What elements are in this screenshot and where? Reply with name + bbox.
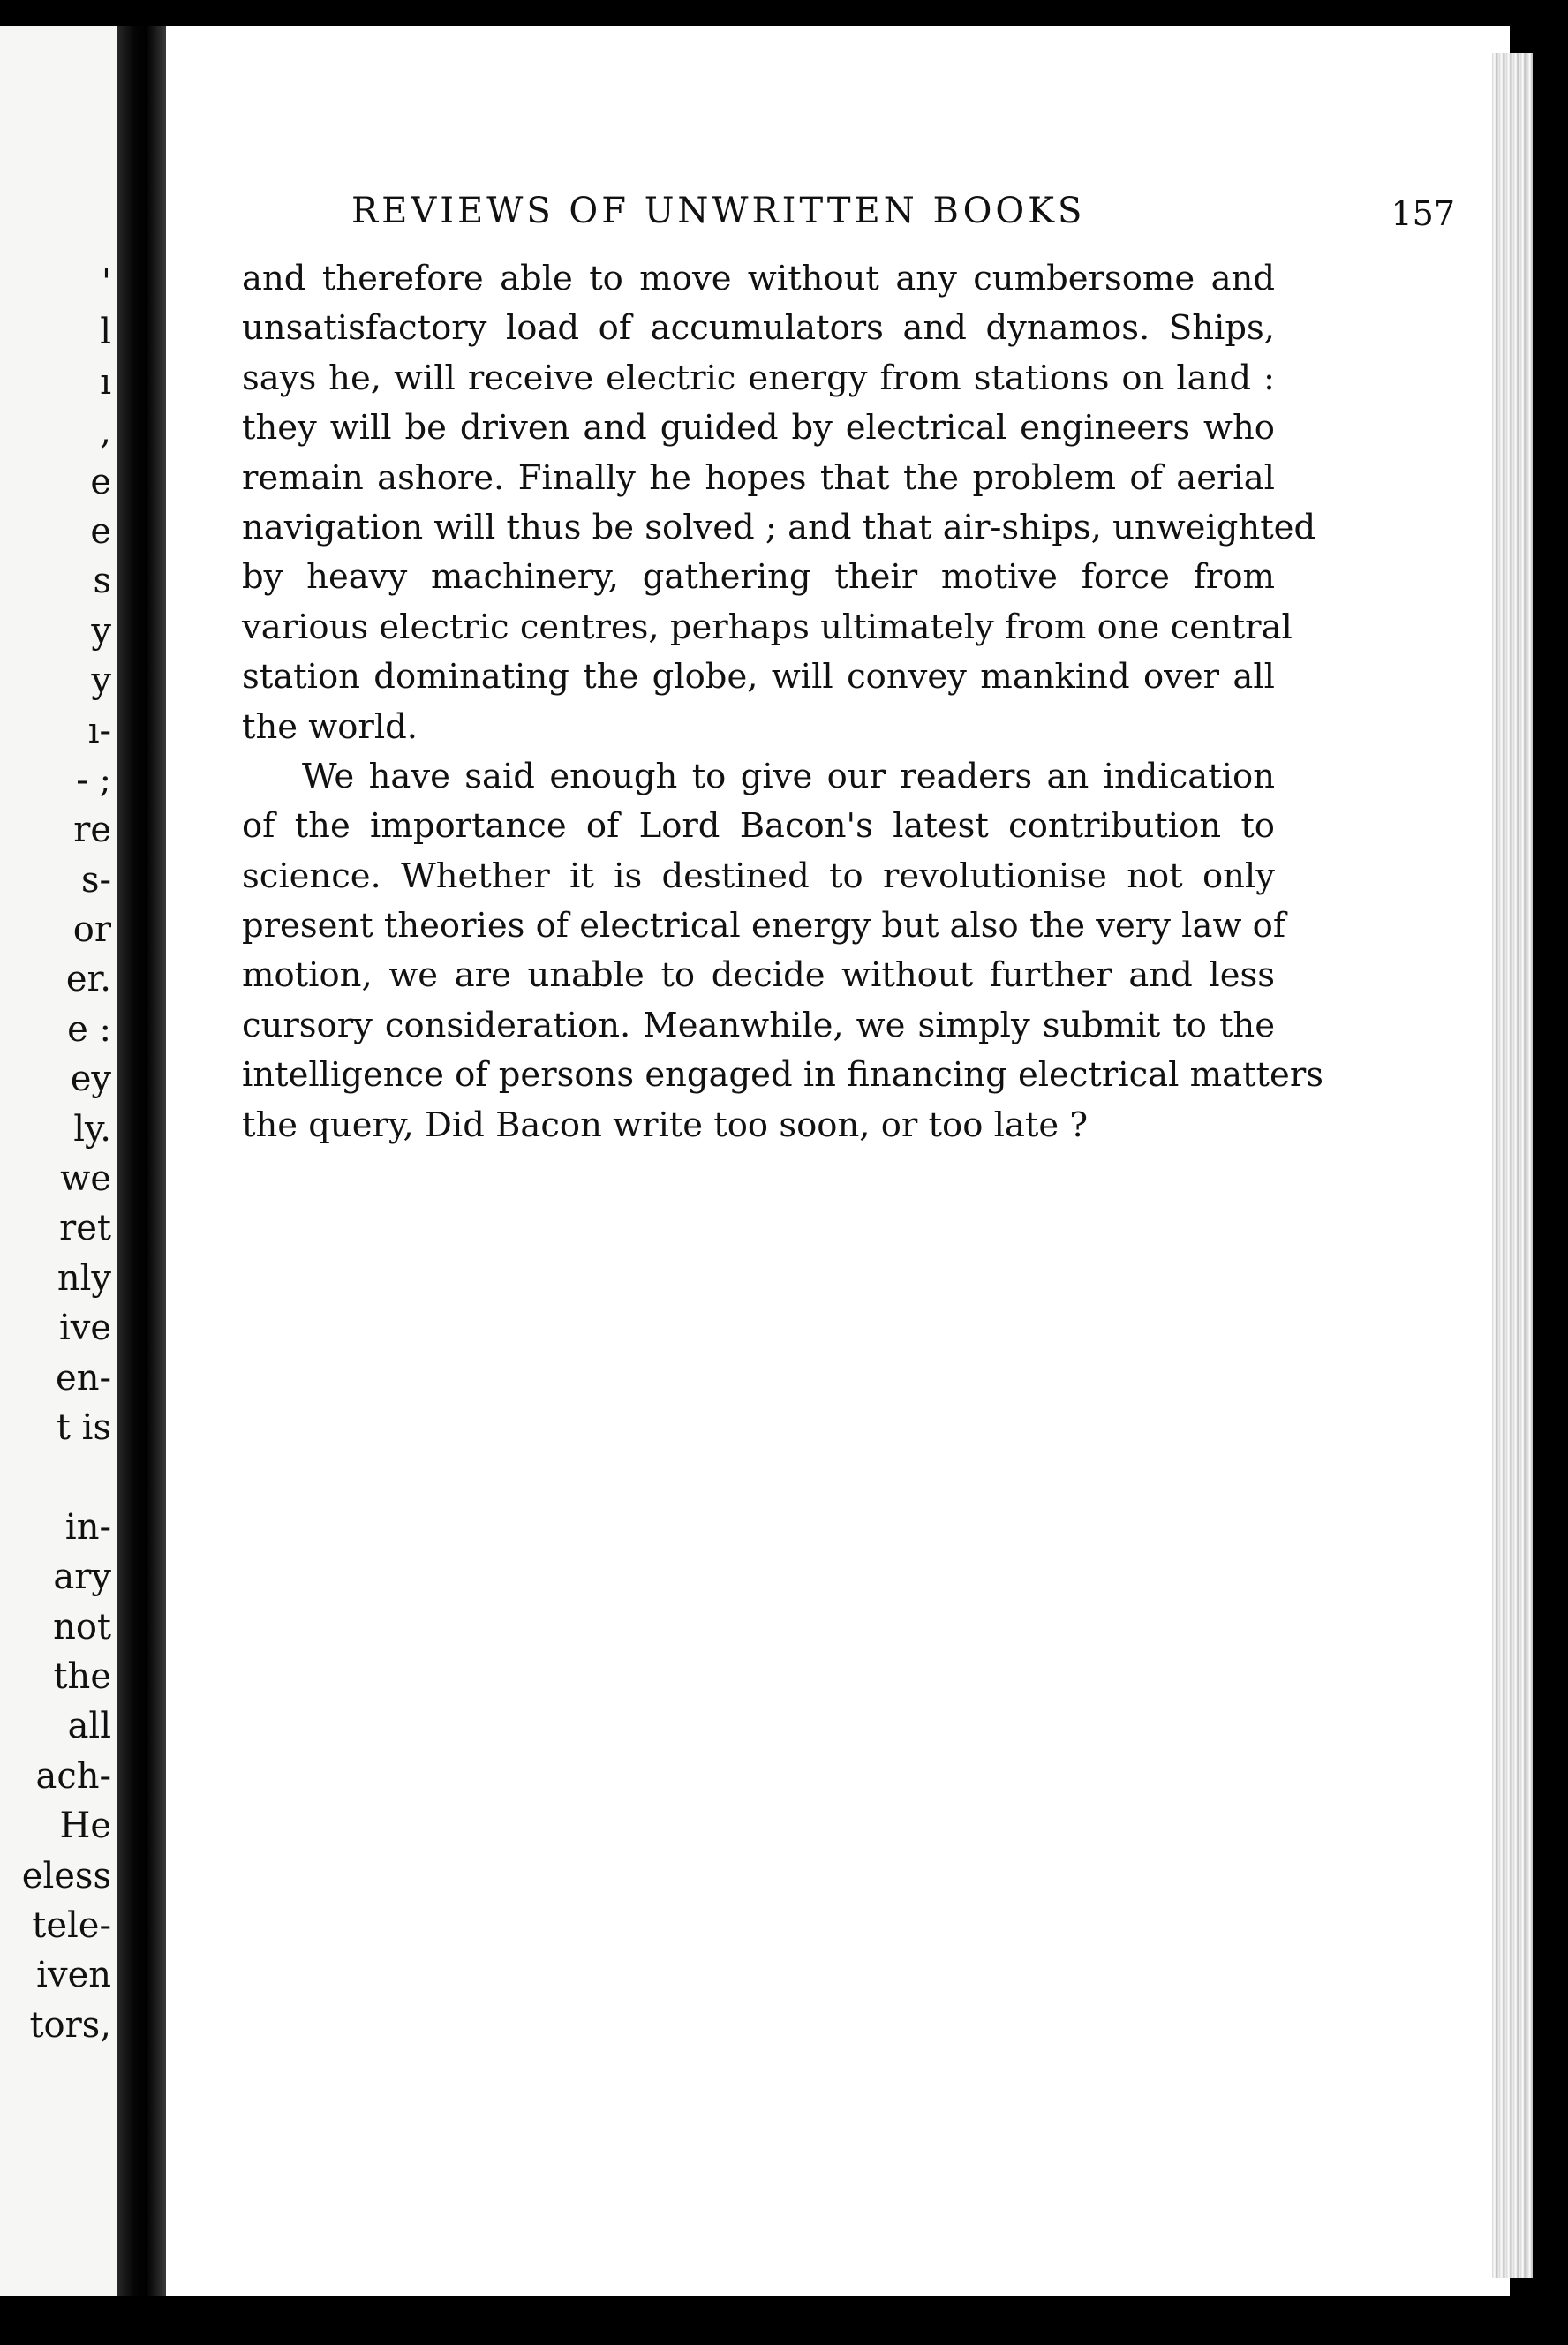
text-line: unsatisfactory load of accumulators and dynamos. Ships, <box>242 308 1275 349</box>
paragraph <box>242 752 1324 1150</box>
text-line: navigation will thus be solved ; and that air-ships, unweighted <box>242 507 1316 547</box>
previous-page-fragment: He <box>59 1806 111 1847</box>
previous-page-fragment: s- <box>80 859 111 901</box>
previous-page-fragment: not <box>53 1606 111 1648</box>
previous-page-fragment: re <box>73 810 111 851</box>
previous-page-fragment: iven <box>36 1955 111 1996</box>
previous-page-text-fragments <box>22 258 111 2050</box>
previous-page-edge <box>0 26 117 2296</box>
previous-page-fragment: e <box>90 461 111 502</box>
text-line: present theories of electrical energy but also the very law of <box>242 906 1286 946</box>
previous-page-fragment: all <box>67 1706 111 1747</box>
text-line: by heavy machinery, gathering their motive force from <box>242 557 1275 598</box>
previous-page-fragment: in- <box>64 1506 111 1548</box>
text-line: the world. <box>242 706 418 747</box>
previous-page-fragment: nly <box>57 1257 111 1299</box>
previous-page-fragment: tele- <box>32 1904 111 1946</box>
previous-page-fragment: ' <box>102 262 111 303</box>
running-title: REVIEWS OF UNWRITTEN BOOKS <box>351 191 1086 231</box>
body-text <box>242 254 1324 1150</box>
previous-page-fragment: t is <box>56 1406 111 1448</box>
previous-page-fragment: ly. <box>73 1108 111 1150</box>
previous-page-fragment: tors, <box>29 2004 111 2046</box>
previous-page-fragment: , <box>100 411 111 453</box>
previous-page-fragment: er. <box>65 959 111 1000</box>
text-line: they will be driven and guided by electrical engineers who <box>242 408 1275 449</box>
previous-page-fragment: or <box>72 909 111 951</box>
text-line: science. Whether it is destined to revolutionise not only <box>242 856 1275 896</box>
text-line: intelligence of persons engaged in financing electrical matters <box>242 1055 1324 1096</box>
previous-page-fragment: ive <box>58 1308 111 1349</box>
previous-page-fragment: ary <box>53 1557 111 1598</box>
text-line: and therefore able to move without any cumbersome and <box>242 259 1275 298</box>
previous-page-fragment: e <box>90 510 111 552</box>
previous-page-fragment: y <box>91 610 111 652</box>
text-line: the query, Did Bacon write too soon, or too late ? <box>242 1105 1089 1145</box>
previous-page-fragment: ı- <box>87 710 111 751</box>
previous-page-fragment <box>22 1452 111 1502</box>
previous-page-fragment: we <box>60 1158 111 1200</box>
page-number: 157 <box>1391 194 1455 233</box>
text-line: remain ashore. Finally he hopes that the problem of aerial <box>242 457 1275 498</box>
previous-page-fragment: ı <box>100 361 111 403</box>
previous-page-fragment: e : <box>67 1008 111 1050</box>
previous-page-fragment: ach- <box>35 1755 111 1797</box>
text-line: cursory consideration. Meanwhile, we simply submit to the <box>242 1005 1275 1045</box>
text-line: says he, will receive electric energy from stations on land : <box>242 358 1275 398</box>
text-line: of the importance of Lord Bacon's latest contribution to <box>242 806 1275 847</box>
previous-page-fragment: the <box>53 1655 111 1697</box>
page-stack-edge <box>1492 53 1533 2278</box>
previous-page-fragment: ret <box>59 1208 111 1249</box>
previous-page-fragment: l <box>100 312 111 353</box>
previous-page-fragment: en- <box>56 1357 111 1399</box>
previous-page-fragment: - ; <box>76 759 111 801</box>
paragraph <box>242 254 1316 752</box>
previous-page-fragment: ey <box>70 1059 111 1100</box>
previous-page-fragment: eless <box>21 1855 111 1896</box>
text-line: station dominating the globe, will convey mankind over all <box>242 657 1275 697</box>
previous-page-fragment: s <box>93 561 111 602</box>
previous-page-fragment: y <box>91 660 111 702</box>
text-line: various electric centres, perhaps ultimately from one central <box>242 607 1293 647</box>
book-page <box>166 26 1510 2296</box>
text-line: motion, we are unable to decide without further and less <box>242 955 1275 996</box>
text-line: We have said enough to give our readers an indication <box>302 756 1275 796</box>
book-gutter <box>117 26 166 2296</box>
